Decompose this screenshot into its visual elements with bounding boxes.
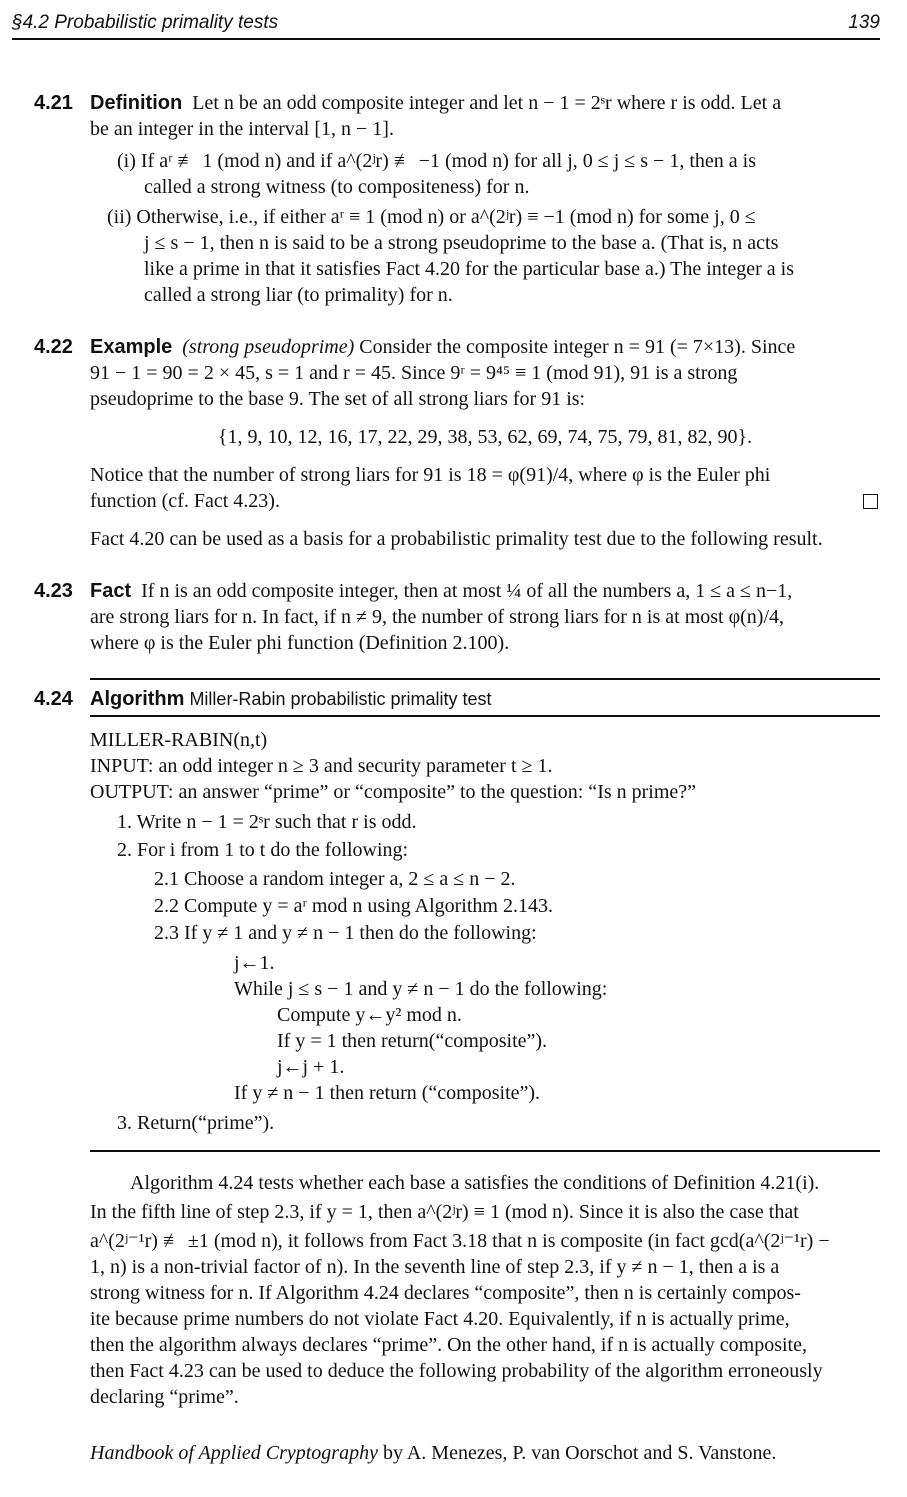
algorithm-step: 2.1 Choose a random integer a, 2 ≤ a ≤ n − 2. — [154, 868, 516, 890]
fact-line: are strong liars for n. In fact, if n ≠ 9, the number of strong liars for n is at most φ(n)/4, — [90, 606, 785, 628]
definition-line: Let n be an odd composite integer and let n − 1 = 2ˢr where r is odd. Let a — [192, 92, 782, 114]
algorithm-line: MILLER-RABIN(n,t) — [90, 729, 268, 751]
example-line: 91 − 1 = 90 = 2 × 45, s = 1 and r = 45. Since 9ʳ = 9⁴⁵ ≡ 1 (mod 91), 91 is a strong — [90, 362, 738, 384]
example-4-22 — [90, 334, 880, 552]
definition-item-i: called a strong witness (to compositeness) for n. — [144, 176, 530, 198]
example-line: Consider the composite integer n = 91 (= 7×13). Since — [359, 336, 796, 358]
algorithm-bottom-rule — [90, 1150, 880, 1152]
fact-heading: Fact — [90, 580, 132, 602]
definition-number: 4.21 — [34, 92, 73, 114]
discussion-line: Algorithm 4.24 tests whether each base a satisfies the conditions of Definition 4.21(i). — [130, 1172, 820, 1194]
example-heading: Example — [90, 336, 173, 358]
algorithm-step: 1. Write n − 1 = 2ˢr such that r is odd. — [117, 811, 417, 833]
algorithm-number: 4.24 — [34, 688, 73, 710]
book-authors: by A. Menezes, P. van Oorschot and S. Vanstone. — [377, 1442, 777, 1464]
algorithm-top-rule — [90, 678, 880, 680]
discussion-line: ite because prime numbers do not violate Fact 4.20. Equivalently, if n is actually prime, — [90, 1308, 790, 1330]
definition-item-ii: j ≤ s − 1, then n is said to be a strong pseudoprime to the base a. (That is, n acts — [144, 232, 779, 254]
example-subtitle: (strong pseudoprime) — [182, 336, 355, 358]
end-of-example-box — [863, 494, 878, 509]
example-line: pseudoprime to the base 9. The set of all strong liars for 91 is: — [90, 388, 586, 410]
section-title: §4.2 Probabilistic primality tests — [12, 12, 279, 33]
algorithm-step: If y ≠ n − 1 then return (“composite”). — [234, 1082, 541, 1104]
algorithm-step: While j ≤ s − 1 and y ≠ n − 1 do the following: — [234, 978, 608, 1000]
book-title: Handbook of Applied Cryptography — [90, 1442, 378, 1464]
transition-paragraph: Fact 4.20 can be used as a basis for a probabilistic primality test due to the following result. — [90, 528, 823, 550]
fact-number: 4.23 — [34, 580, 73, 602]
definition-item-ii: like a prime in that it satisfies Fact 4.20 for the particular base a.) The integer a is — [144, 258, 794, 280]
discussion-line: declaring “prime”. — [90, 1386, 239, 1408]
algorithm-step: Compute y←y² mod n. — [277, 1004, 462, 1026]
fact-line: If n is an odd composite integer, then at most ¼ of all the numbers a, 1 ≤ a ≤ n−1, — [141, 580, 793, 602]
fact-4-23 — [90, 578, 880, 656]
page-footer — [90, 1440, 776, 1466]
algorithm-step: j←j + 1. — [277, 1056, 345, 1078]
algorithm-step: 2. For i from 1 to t do the following: — [117, 839, 409, 861]
algorithm-step: If y = 1 then return(“composite”). — [277, 1030, 548, 1052]
definition-heading: Definition — [90, 92, 183, 114]
example-notice: Notice that the number of strong liars for 91 is 18 = φ(91)/4, where φ is the Euler phi — [90, 464, 771, 486]
definition-4-21 — [90, 90, 880, 308]
example-number: 4.22 — [34, 336, 73, 358]
running-header — [12, 10, 880, 40]
algorithm-step: j←1. — [234, 952, 275, 974]
discussion-line: strong witness for n. If Algorithm 4.24 declares “composite”, then n is certainly compos- — [90, 1282, 801, 1304]
definition-item-ii: (ii) Otherwise, i.e., if either aʳ ≡ 1 (mod n) or a^(2ʲr) ≡ −1 (mod n) for some j, 0 ≤ — [107, 206, 756, 228]
algorithm-step: 2.3 If y ≠ 1 and y ≠ n − 1 then do the following: — [154, 922, 537, 944]
algorithm-heading: Algorithm — [90, 688, 185, 710]
algorithm-body — [90, 727, 880, 1136]
algorithm-title-row — [90, 686, 880, 712]
algorithm-name: Miller-Rabin probabilistic primality test — [189, 689, 492, 709]
discussion-line: then the algorithm always declares “prime”. On the other hand, if n is actually composite, — [90, 1334, 807, 1356]
discussion-line: a^(2ʲ⁻¹r) ≢ ±1 (mod n), it follows from Fact 3.18 that n is composite (in fact gcd(a^(2ʲ⁻¹r) − — [90, 1230, 830, 1252]
definition-item-i: (i) If aʳ ≢ 1 (mod n) and if a^(2ʲr) ≢ −1 (mod n) for all j, 0 ≤ j ≤ s − 1, then a is — [117, 150, 756, 172]
example-notice: function (cf. Fact 4.23). — [90, 490, 280, 512]
discussion-paragraph — [90, 1170, 880, 1410]
discussion-line: then Fact 4.23 can be used to deduce the following probability of the algorithm erroneously — [90, 1360, 823, 1382]
algorithm-step: 3. Return(“prime”). — [117, 1112, 275, 1134]
algorithm-line: INPUT: an odd integer n ≥ 3 and security parameter t ≥ 1. — [90, 755, 553, 777]
discussion-line: In the fifth line of step 2.3, if y = 1, then a^(2ʲr) ≡ 1 (mod n). Since it is also the case that — [90, 1201, 799, 1223]
strong-liars-set: {1, 9, 10, 12, 16, 17, 22, 29, 38, 53, 62, 69, 74, 75, 79, 81, 82, 90}. — [217, 426, 753, 448]
fact-line: where φ is the Euler phi function (Definition 2.100). — [90, 632, 510, 654]
definition-line: be an integer in the interval [1, n − 1]. — [90, 118, 394, 140]
algorithm-step: 2.2 Compute y = aʳ mod n using Algorithm 2.143. — [154, 895, 553, 917]
definition-item-ii: called a strong liar (to primality) for n. — [144, 284, 453, 306]
page-number: 139 — [848, 12, 880, 33]
algorithm-title-rule — [90, 715, 880, 717]
discussion-line: 1, n) is a non-trivial factor of n). In the seventh line of step 2.3, if y ≠ n − 1, then a is a — [90, 1256, 780, 1278]
algorithm-line: OUTPUT: an answer “prime” or “composite” to the question: “Is n prime?” — [90, 781, 697, 803]
